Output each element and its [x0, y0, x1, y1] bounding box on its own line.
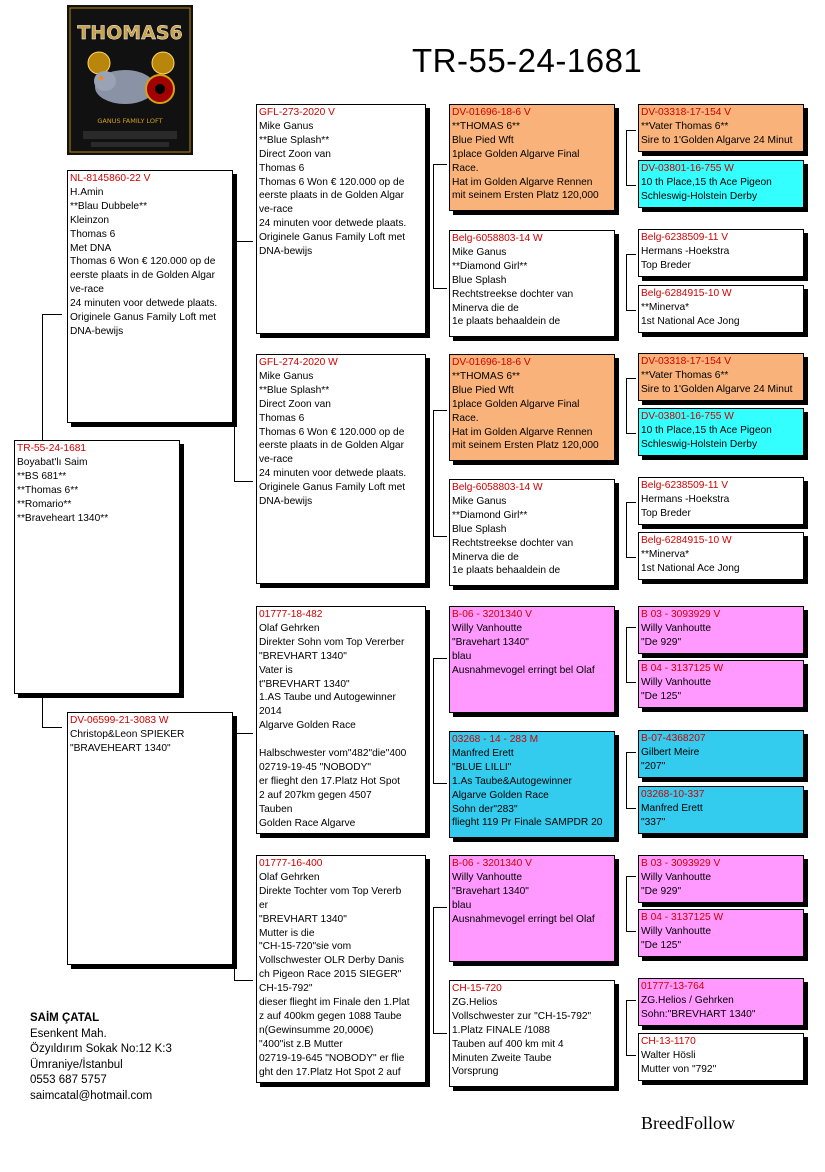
ring-number: GFL-273-2020 V: [259, 107, 335, 118]
pedigree-line: Originele Ganus Family Loft met: [259, 482, 406, 494]
pedigree-line: 1place Golden Algarve Final: [452, 398, 580, 410]
pedigree-line: 24 minuten voor detwede plaats.: [70, 298, 218, 310]
pedigree-box-gggp-14[interactable]: [638, 909, 804, 957]
pedigree-box-dam[interactable]: [67, 712, 233, 965]
pedigree-line: **Romario**: [17, 498, 72, 510]
ring-number: CH-15-720: [452, 983, 502, 994]
connector-line: [626, 876, 627, 931]
pedigree-line: Hat im Golden Algarve Rennen: [452, 176, 593, 188]
pedigree-line: Halbschwester vom"482"die"400: [259, 748, 407, 760]
pedigree-line: Sohn der"283": [452, 803, 518, 815]
pedigree-box-gggp-13[interactable]: [638, 855, 804, 903]
pedigree-line: ght den 17.Platz Hot Spot 2 auf: [259, 1066, 401, 1078]
page-title: TR-55-24-1681: [412, 42, 643, 79]
connector-line: [433, 907, 434, 1033]
pedigree-box-sire-sire[interactable]: [256, 104, 426, 334]
pedigree-line: ZG.Helios: [452, 996, 498, 1008]
pedigree-line: Race.: [452, 412, 479, 424]
connector-line: [626, 378, 636, 379]
connector-line: [433, 783, 447, 784]
ring-number: DV-03318-17-154 V: [641, 107, 732, 118]
pedigree-line: "De 929": [641, 885, 682, 897]
pedigree-line: Tauben auf 400 km mit 4: [452, 1038, 564, 1050]
pedigree-line: Rechtstreekse dochter van: [452, 288, 574, 300]
pedigree-line: **Thomas 6**: [17, 484, 79, 496]
pedigree-line: ZG.Helios / Gehrken: [641, 994, 734, 1006]
pedigree-box-ggp-1[interactable]: [449, 104, 615, 211]
connector-line: [626, 931, 636, 932]
pedigree-line: Mutter von "792": [641, 1063, 717, 1075]
pedigree-line: Golden Race Algarve: [259, 817, 356, 829]
cover-logo: [67, 5, 193, 155]
connector-line: [626, 627, 627, 682]
pedigree-line: **Diamond Girl**: [452, 509, 528, 521]
pedigree-line: Thomas 6: [259, 412, 305, 424]
connector-line: [234, 241, 235, 481]
pedigree-line: eerste plaats in de Golden Algar: [259, 190, 404, 202]
pedigree-line: Blue Splash: [452, 274, 507, 286]
pedigree-box-gggp-8[interactable]: [638, 532, 804, 580]
pedigree-line: 1st National Ace Jong: [641, 562, 740, 574]
pedigree-line: CH-15-792": [259, 983, 313, 995]
pedigree-line: Minerva die de: [452, 302, 519, 314]
ring-number: B 04 - 3137125 W: [641, 912, 724, 923]
connector-line: [234, 980, 253, 981]
ring-number: Belg-6238509-11 V: [641, 480, 729, 491]
pedigree-box-gggp-15[interactable]: [638, 978, 804, 1026]
pedigree-line: 1e plaats behaaldein de: [452, 316, 561, 328]
ring-number: Belg-6058803-14 W: [452, 482, 543, 493]
connector-line: [433, 410, 447, 411]
ring-number: B-07-4368207: [641, 733, 706, 744]
ring-number: Belg-6058803-14 W: [452, 233, 543, 244]
pedigree-line: Mike Ganus: [259, 120, 314, 132]
logo-loft-name: GANUS FAMILY LOFT: [97, 117, 163, 125]
pedigree-line: eerste plaats in de Golden Algar: [259, 440, 404, 452]
ring-number: B 03 - 3093929 V: [641, 609, 721, 620]
ring-number: B-06 - 3201340 V: [452, 609, 532, 620]
ring-number: DV-03801-16-755 W: [641, 163, 734, 174]
connector-line: [626, 433, 636, 434]
pedigree-box-dam-sire[interactable]: [256, 606, 426, 834]
pedigree-line: **THOMAS 6**: [452, 370, 520, 382]
pedigree-line: 24 minuten voor detwede plaats.: [259, 468, 407, 480]
pedigree-line: "Bravehart 1340": [452, 636, 529, 648]
pedigree-line: 02719-19-45 "NOBODY": [259, 761, 371, 773]
pedigree-line: Direct Zoon van: [259, 398, 331, 410]
pedigree-line: Vater is: [259, 664, 293, 676]
ring-number: DV-01696-18-6 V: [452, 107, 531, 118]
connector-line: [626, 1055, 636, 1056]
pedigree-line: 1.Platz FINALE /1088: [452, 1024, 550, 1036]
connector-line: [433, 410, 434, 536]
pedigree-line: blau: [452, 650, 472, 662]
pedigree-line: Sohn:"BREVHART 1340": [641, 1008, 756, 1020]
logo-name: THOMAS6: [77, 22, 183, 44]
pedigree-box-sire[interactable]: [67, 170, 233, 423]
owner-name: SAİM ÇATAL: [30, 1012, 100, 1024]
pedigree-line: "De 125": [641, 690, 682, 702]
connector-line: [42, 314, 62, 315]
pedigree-line: Thomas 6: [259, 162, 305, 174]
connector-line: [626, 130, 636, 131]
pedigree-box-gggp-4[interactable]: [638, 285, 804, 333]
connector-line: [433, 907, 447, 908]
connector-line: [626, 752, 627, 808]
pedigree-line: Blue Splash: [452, 523, 507, 535]
connector-line: [42, 727, 62, 728]
pedigree-line: **Vater Thomas 6**: [641, 120, 729, 132]
pedigree-line: Algarve Golden Race: [259, 720, 356, 732]
pedigree-line: Olaf Gehrken: [259, 871, 320, 883]
owner-address-line: Özyıldırım Sokak No:12 K:3: [30, 1043, 172, 1055]
pedigree-box-gggp-10[interactable]: [638, 660, 804, 708]
pedigree-line: **Minerva*: [641, 548, 690, 560]
connector-line: [626, 627, 636, 628]
pedigree-box-gggp-5[interactable]: [638, 353, 804, 401]
pedigree-line: mit seinem Ersten Platz 120,000: [452, 190, 599, 202]
pedigree-line: Vorsprung: [452, 1066, 499, 1078]
pedigree-line: Mike Ganus: [259, 370, 314, 382]
pedigree-line: Top Breder: [641, 259, 691, 271]
pedigree-line: [259, 733, 423, 747]
connector-line: [626, 752, 636, 753]
pedigree-line: "CH-15-720"sie vom: [259, 941, 352, 953]
pedigree-line: Tauben: [259, 803, 293, 815]
pedigree-line: Thomas 6: [70, 228, 116, 240]
pedigree-box-gggp-6[interactable]: [638, 408, 804, 456]
pedigree-line: Gilbert Meire: [641, 746, 700, 758]
ring-number: GFL-274-2020 W: [259, 357, 338, 368]
pedigree-line: "BREVHART 1340": [259, 650, 347, 662]
connector-line: [626, 557, 636, 558]
owner-address-line: Esenkent Mah.: [30, 1027, 107, 1040]
brand-footer: BreedFollow: [641, 1113, 735, 1133]
pedigree-box-ggp-7[interactable]: [449, 855, 615, 962]
pedigree-line: Willy Vanhoutte: [452, 622, 523, 634]
connector-line: [626, 682, 636, 683]
connector-line: [626, 130, 627, 185]
pedigree-line: Willy Vanhoutte: [641, 871, 712, 883]
pedigree-line: z auf 400km gegen 1088 Taube: [259, 1010, 402, 1022]
pedigree-box-ggp-4[interactable]: [449, 479, 615, 586]
pedigree-line: "207": [641, 760, 666, 772]
connector-line: [626, 1000, 627, 1055]
pedigree-line: DNA-bewijs: [259, 246, 313, 258]
pedigree-line: Manfred Erett: [452, 747, 514, 759]
connector-line: [433, 164, 434, 288]
ring-number: 03268-10-337: [641, 789, 705, 800]
ring-number: B 03 - 3093929 V: [641, 858, 721, 869]
pedigree-line: Vollschwester OLR Derby Danis: [259, 955, 404, 967]
ring-number: 03268 - 14 - 283 M: [452, 734, 539, 745]
ring-number: Belg-6284915-10 W: [641, 535, 732, 546]
connector-line: [626, 876, 636, 877]
pedigree-line: Top Breder: [641, 507, 691, 519]
pedigree-line: **BS 681**: [17, 470, 67, 482]
pedigree-line: Hermans -Hoekstra: [641, 493, 730, 505]
pedigree-box-gggp-9[interactable]: [638, 606, 804, 654]
pedigree-line: er: [259, 899, 269, 911]
pedigree-line: Direkte Tochter vom Top Vererb: [259, 885, 402, 897]
pedigree-line: 1st National Ace Jong: [641, 315, 740, 327]
ring-number: 01777-16-400: [259, 858, 323, 869]
pedigree-line: 02719-19-645 "NOBODY" er flie: [259, 1052, 405, 1064]
pedigree-line: "BRAVEHEART 1340": [70, 742, 171, 754]
pedigree-line: Minuten Zweite Taube: [452, 1052, 552, 1064]
ring-number: DV-06599-21-3083 W: [70, 715, 169, 726]
pedigree-line: ch Pigeon Race 2015 SIEGER": [259, 969, 402, 981]
pedigree-line: Christop&Leon SPIEKER: [70, 728, 185, 740]
pedigree-line: er flieght den 17.Platz Hot Spot: [259, 775, 401, 787]
pedigree-line: "400"ist z.B Mutter: [259, 1038, 343, 1050]
pedigree-line: **THOMAS 6**: [452, 120, 520, 132]
owner-contact: [30, 1011, 172, 1104]
pedigree-line: mit seinem Ersten Platz 120,000: [452, 440, 599, 452]
pedigree-box-ggp-8[interactable]: [449, 980, 615, 1087]
pedigree-line: Minerva die de: [452, 551, 519, 563]
pedigree-line: Mike Ganus: [452, 246, 507, 258]
connector-line: [234, 241, 253, 242]
owner-address-line: Ümraniye/İstanbul: [30, 1058, 123, 1071]
connector-line: [626, 502, 627, 557]
pedigree-line: dieser flieght im Finale den 1.Plat: [259, 997, 410, 1009]
pedigree-line: eerste plaats in de Golden Algar: [70, 270, 215, 282]
connector-line: [626, 254, 636, 255]
pedigree-line: Algarve Golden Race: [452, 789, 549, 801]
pedigree-box-sire-dam[interactable]: [256, 354, 426, 584]
pedigree-line: Thomas 6 Won € 120.000 op de: [259, 426, 405, 438]
pedigree-line: Schleswig-Holstein Derby: [641, 190, 758, 202]
pedigree-line: "De 929": [641, 636, 682, 648]
pedigree-line: **Blue Splash**: [259, 134, 330, 146]
pedigree-line: 10 th Place,15 th Ace Pigeon: [641, 424, 772, 436]
pedigree-line: Willy Vanhoutte: [641, 676, 712, 688]
pedigree-box-root[interactable]: [14, 440, 180, 694]
pedigree-line: ve-race: [70, 284, 104, 296]
pedigree-line: Vollschwester zur "CH-15-792": [452, 1010, 592, 1022]
pedigree-line: Willy Vanhoutte: [641, 622, 712, 634]
pedigree-line: **Diamond Girl**: [452, 260, 528, 272]
pedigree-line: Hat im Golden Algarve Rennen: [452, 426, 593, 438]
pedigree-line: Mutter is die: [259, 927, 315, 939]
ring-number: CH-13-1170: [641, 1036, 696, 1047]
connector-line: [626, 254, 627, 310]
pedigree-line: DNA-bewijs: [259, 496, 313, 508]
ring-number: B-06 - 3201340 V: [452, 858, 532, 869]
pedigree-line: ve-race: [259, 454, 293, 466]
ring-number: Belg-6238509-11 V: [641, 232, 729, 243]
pedigree-line: Originele Ganus Family Loft met: [70, 312, 217, 324]
pedigree-line: Willy Vanhoutte: [641, 925, 712, 937]
pedigree-box-gggp-7[interactable]: [638, 477, 804, 525]
pedigree-box-gggp-11[interactable]: [638, 730, 804, 778]
connector-line: [433, 536, 447, 537]
connector-line: [626, 378, 627, 433]
owner-phone: 0553 687 5757: [30, 1074, 107, 1086]
pedigree-line: 2014: [259, 706, 282, 718]
pedigree-line: "337": [641, 816, 666, 828]
connector-line: [234, 733, 253, 734]
pedigree-line: "De 125": [641, 939, 682, 951]
connector-line: [433, 1033, 447, 1034]
pedigree-line: n(Gewinsumme 20,000€): [259, 1024, 374, 1036]
pedigree-line: 10 th Place,15 th Ace Pigeon: [641, 176, 772, 188]
pedigree-line: Direct Zoon van: [259, 148, 331, 160]
connector-line: [626, 310, 636, 311]
pedigree-box-gggp-16[interactable]: [638, 1033, 804, 1081]
pedigree-line: 24 minuten voor detwede plaats.: [259, 218, 407, 230]
pedigree-line: 1.AS Taube und Autogewinner: [259, 692, 396, 704]
ring-number: 01777-13-764: [641, 981, 705, 992]
pedigree-line: Race.: [452, 162, 479, 174]
pedigree-line: Rechtstreekse dochter van: [452, 537, 574, 549]
pedigree-box-gggp-12[interactable]: [638, 786, 804, 834]
pedigree-box-ggp-3[interactable]: [449, 354, 615, 461]
pedigree-line: **Blue Splash**: [259, 384, 330, 396]
pedigree-box-gggp-3[interactable]: [638, 229, 804, 277]
pedigree-line: **Braveheart 1340**: [17, 512, 109, 524]
pedigree-box-dam-dam[interactable]: [256, 855, 426, 1083]
pedigree-line: "Bravehart 1340": [452, 885, 529, 897]
pedigree-line: Mike Ganus: [452, 495, 507, 507]
pedigree-line: ve-race: [259, 204, 293, 216]
pedigree-line: 1e plaats behaaldein de: [452, 565, 561, 577]
pedigree-line: Schleswig-Holstein Derby: [641, 438, 758, 450]
pigeon-cover-image: [67, 5, 193, 155]
pedigree-line: 1place Golden Algarve Final: [452, 148, 580, 160]
pedigree-line: Boyabat'lı Saim: [17, 456, 88, 468]
pedigree-line: 2 auf 207km gegen 4507: [259, 789, 372, 801]
ring-number: Belg-6284915-10 W: [641, 288, 732, 299]
connector-line: [626, 502, 636, 503]
ring-number: DV-01696-18-6 V: [452, 357, 531, 368]
connector-line: [626, 808, 636, 809]
owner-email: saimcatal@hotmail.com: [30, 1089, 153, 1102]
ring-number: TR-55-24-1681: [17, 443, 87, 454]
pedigree-line: Willy Vanhoutte: [452, 871, 523, 883]
pedigree-line: Blue Pied Wft: [452, 384, 514, 396]
pedigree-line: "BREVHART 1340": [259, 913, 347, 925]
ring-number: B 04 - 3137125 W: [641, 663, 724, 674]
pedigree-line: "BLUE LILLI": [452, 761, 512, 773]
pedigree-line: Ausnahmevogel erringt bel Olaf: [452, 913, 595, 925]
connector-line: [433, 164, 447, 165]
pedigree-line: Ausnahmevogel erringt bel Olaf: [452, 664, 595, 676]
pedigree-line: **Vater Thomas 6**: [641, 369, 729, 381]
connector-line: [626, 1000, 636, 1001]
pedigree-box-gggp-2[interactable]: [638, 160, 804, 208]
connector-line: [234, 481, 253, 482]
ring-number: DV-03801-16-755 W: [641, 411, 734, 422]
ring-number: NL-8145860-22 V: [70, 173, 151, 184]
pedigree-line: Sire to 1'Golden Algarve 24 Minut: [641, 383, 793, 395]
pedigree-line: H.Amin: [70, 186, 104, 198]
ring-number: DV-03318-17-154 V: [641, 356, 732, 367]
pedigree-line: Met DNA: [70, 242, 112, 254]
pedigree-line: t"BREVHART 1340": [259, 678, 350, 690]
connector-line: [433, 658, 447, 659]
connector-line: [433, 658, 434, 783]
pedigree-line: Hermans -Hoekstra: [641, 245, 730, 257]
pedigree-line: 1.As Taube&Autogewinner: [452, 775, 572, 787]
pedigree-line: Thomas 6 Won € 120.000 op de: [259, 176, 405, 188]
pedigree-box-ggp-5[interactable]: [449, 606, 615, 713]
pedigree-box-ggp-6[interactable]: [449, 731, 615, 838]
pedigree-line: Olaf Gehrken: [259, 622, 320, 634]
connector-line: [433, 288, 447, 289]
pedigree-line: flieght 119 Pr Finale SAMPDR 20: [452, 817, 603, 829]
pedigree-line: **Minerva*: [641, 301, 690, 313]
pedigree-line: Originele Ganus Family Loft met: [259, 232, 406, 244]
pedigree-box-gggp-1[interactable]: [638, 104, 804, 152]
pedigree-line: Thomas 6 Won € 120.000 op de: [70, 256, 216, 268]
ring-number: 01777-18-482: [259, 609, 323, 620]
pedigree-line: Kleinzon: [70, 214, 110, 226]
pedigree-box-ggp-2[interactable]: [449, 230, 615, 337]
pedigree-line: Blue Pied Wft: [452, 134, 514, 146]
connector-line: [626, 185, 636, 186]
pedigree-line: blau: [452, 899, 472, 911]
pedigree-line: Walter Hösli: [641, 1049, 696, 1061]
pedigree-line: Direkter Sohn vom Top Vererber: [259, 636, 405, 648]
pedigree-line: DNA-bewijs: [70, 325, 124, 337]
pedigree-line: Manfred Erett: [641, 802, 703, 814]
connector-line: [234, 733, 235, 980]
pedigree-line: Sire to 1'Golden Algarve 24 Minut: [641, 134, 793, 146]
pedigree-line: **Blau Dubbele**: [70, 200, 148, 212]
